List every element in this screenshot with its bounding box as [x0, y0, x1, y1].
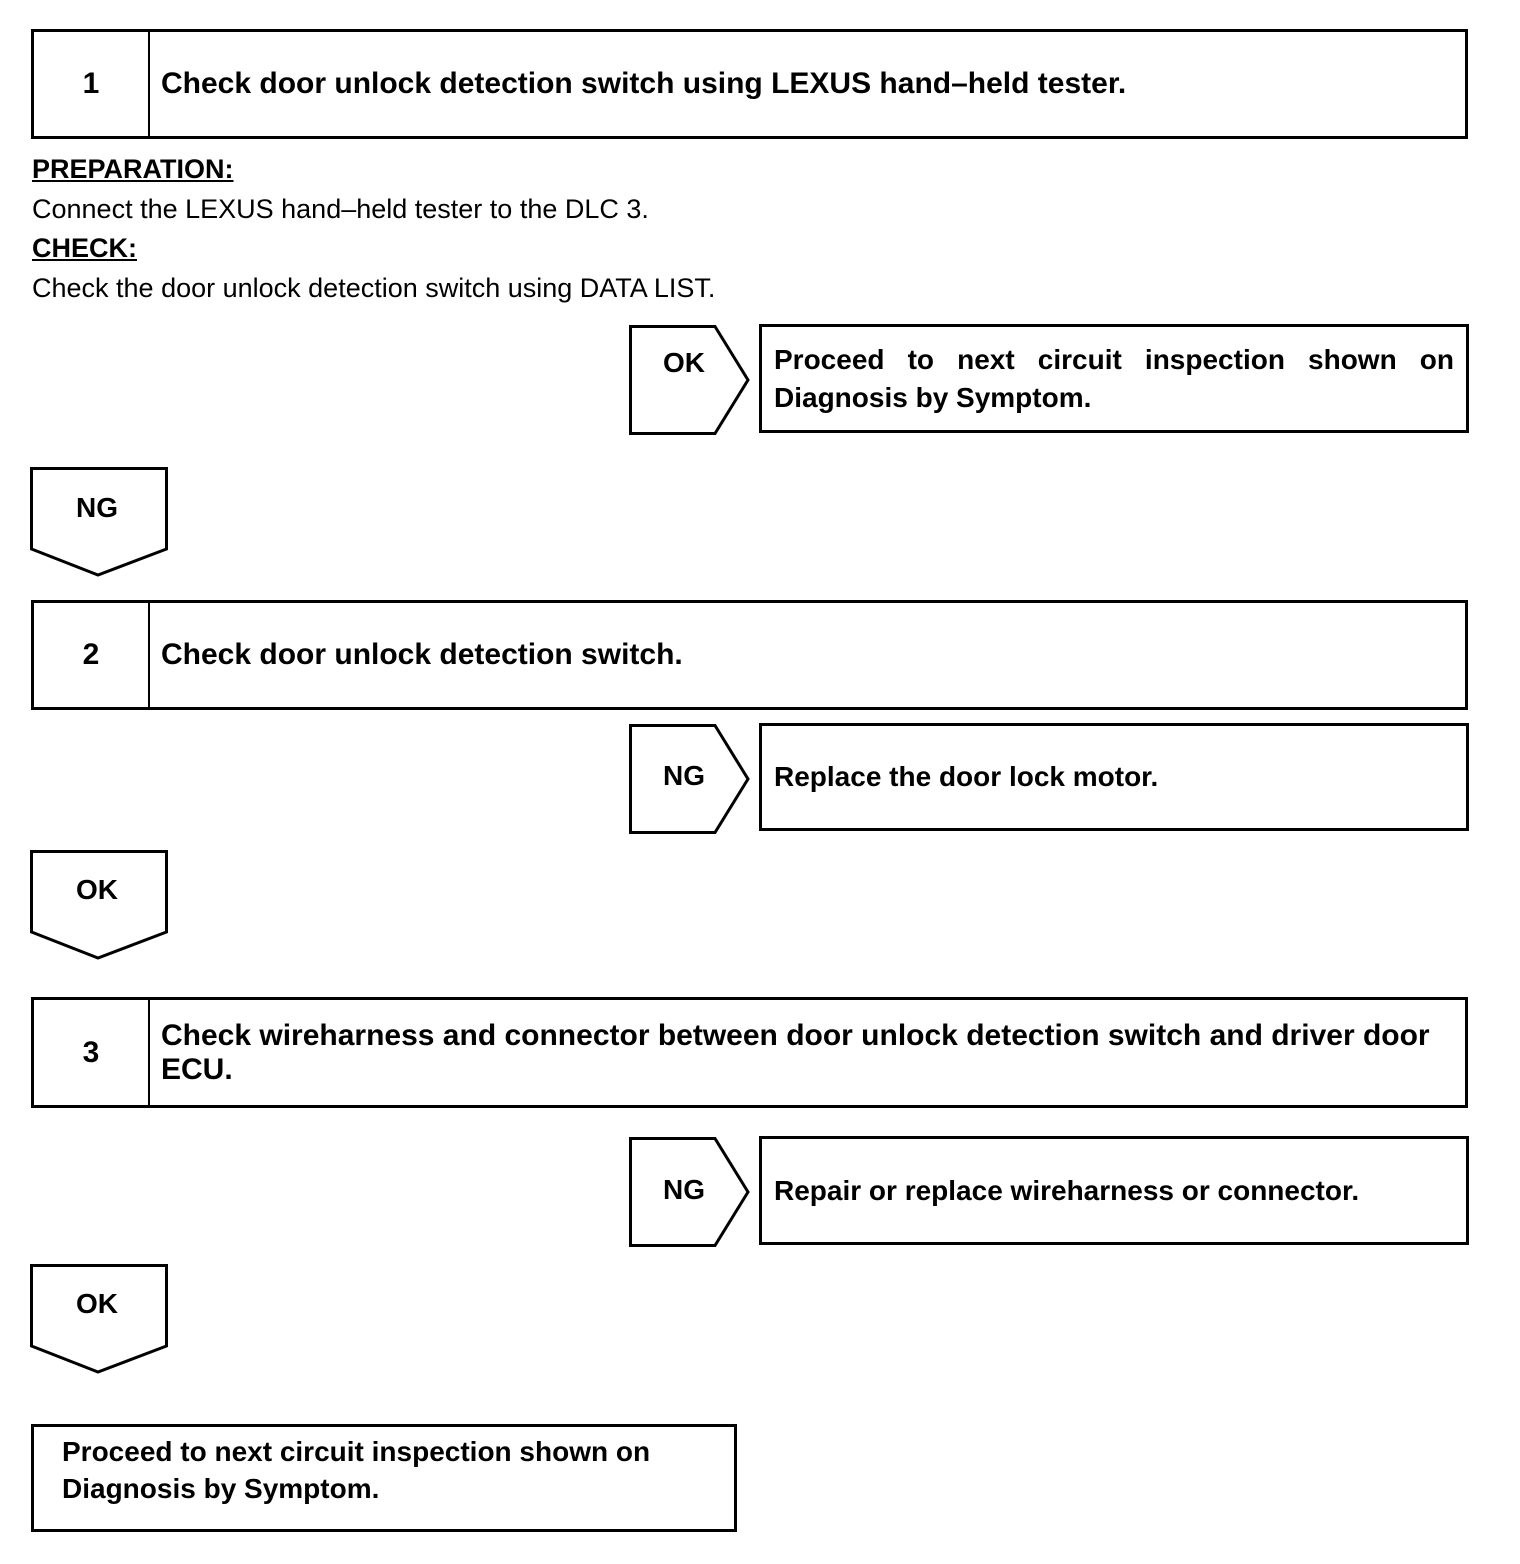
check-text: Check the door unlock detection switch using DATA LIST. [32, 273, 716, 303]
check-label: CHECK: [32, 233, 137, 263]
step-2-side-result-text: Replace the door lock motor. [774, 761, 1159, 792]
step-2-down-arrow-icon [30, 850, 168, 962]
step-1-down-label: NG [76, 492, 118, 523]
final-result-box [31, 1424, 737, 1532]
step-2-title: Check door unlock detection switch. [161, 638, 683, 671]
step-3-number: 3 [34, 1000, 150, 1105]
step-3-title: Check wireharness and connector between door unlock detection switch and driver door ECU. [161, 1018, 1430, 1086]
step-1-side-result-text: Proceed to next circuit inspection shown on Diagnosis by Symptom. [774, 343, 1454, 413]
step-1-side-result [759, 324, 1469, 433]
preparation-text: Connect the LEXUS hand–held tester to the DLC 3. [32, 194, 649, 224]
step-3-side-label: NG [663, 1174, 705, 1205]
step-1-title: Check door unlock detection switch using LEXUS hand–held tester. [161, 67, 1127, 100]
step-3-down-label: OK [76, 1288, 118, 1319]
step-1-box [31, 29, 1468, 139]
step-2-box [31, 600, 1468, 710]
step-3-box [31, 997, 1468, 1108]
step-2-side-label: NG [663, 760, 705, 791]
step-2-side-result [759, 723, 1469, 831]
step-3-down-arrow-icon [30, 1264, 168, 1376]
final-result-text: Proceed to next circuit inspection shown on Diagnosis by Symptom. [62, 1436, 651, 1504]
step-2-number: 2 [34, 603, 150, 707]
step-1-side-arrow-icon [629, 325, 751, 435]
step-1-side-label: OK [663, 347, 705, 378]
step-3-side-result [759, 1136, 1469, 1245]
preparation-label: PREPARATION: [32, 154, 234, 184]
step-1-number: 1 [34, 32, 150, 136]
step-3-side-result-text: Repair or replace wireharness or connector. [774, 1174, 1360, 1206]
step-2-down-label: OK [76, 874, 118, 905]
